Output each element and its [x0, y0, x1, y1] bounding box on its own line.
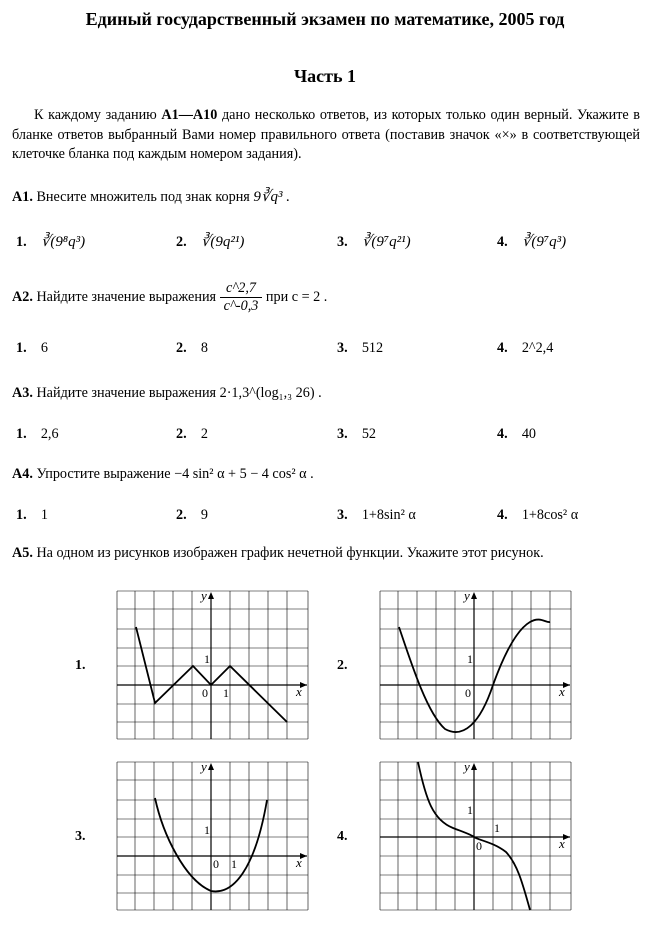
- unit-label: 1: [223, 686, 229, 700]
- answer-value: 1+8cos² α: [521, 507, 579, 523]
- answer-value: 2,6: [40, 426, 59, 442]
- answer-value: ∛(9⁸q³): [40, 234, 86, 250]
- fraction: [220, 280, 263, 315]
- answer-value: 40: [521, 426, 537, 442]
- origin-label: 0: [202, 686, 208, 700]
- answer-option[interactable]: [16, 340, 48, 357]
- answer-number: 4.: [497, 507, 508, 523]
- y-axis-label: y: [464, 760, 470, 774]
- x-axis-label: x: [296, 855, 302, 870]
- unit-label: 1: [467, 652, 473, 666]
- instructions: [12, 106, 640, 165]
- question-a4: [12, 466, 314, 483]
- answer-option[interactable]: [497, 426, 536, 443]
- graph-4: [378, 760, 573, 912]
- unit-label: 1: [204, 823, 210, 837]
- answer-option[interactable]: [337, 340, 383, 357]
- y-axis-label: y: [201, 760, 207, 774]
- answer-number: 3.: [337, 426, 348, 442]
- q-label: А1.: [12, 189, 33, 205]
- answer-option[interactable]: [16, 232, 85, 251]
- answer-option[interactable]: [176, 507, 208, 524]
- answer-value: 52: [361, 426, 377, 442]
- fraction-denominator: c^-0,3: [223, 298, 259, 314]
- graph-number[interactable]: 2.: [337, 658, 348, 673]
- arrowheads: [471, 763, 570, 840]
- origin-label: 0: [213, 857, 219, 871]
- answer-number: 1.: [16, 234, 27, 250]
- answer-option[interactable]: [337, 507, 416, 524]
- question-a3: [12, 385, 322, 402]
- q-text: Найдите значение выражения: [36, 288, 217, 305]
- y-axis-label: y: [464, 589, 470, 603]
- x-axis-label: x: [559, 836, 565, 851]
- answer-option[interactable]: [176, 340, 208, 357]
- fraction-numerator: c^2,7: [220, 280, 263, 298]
- graph-number[interactable]: 1.: [75, 658, 86, 673]
- answer-option[interactable]: [337, 232, 411, 251]
- q-text: Упростите выражение: [36, 466, 171, 482]
- q-expr: −4 sin² α + 5 − 4 cos² α .: [174, 466, 314, 482]
- graph-1: [115, 589, 310, 741]
- intro-bold: А1—А10: [161, 107, 218, 123]
- answer-value: 6: [40, 340, 48, 356]
- q-label: А3.: [12, 385, 33, 401]
- answer-value: 8: [200, 340, 208, 356]
- origin-label: 0: [476, 839, 482, 853]
- answer-number: 3.: [337, 507, 348, 523]
- answer-option[interactable]: [497, 507, 578, 524]
- answer-value: 2^2,4: [521, 340, 554, 356]
- axes: [380, 595, 570, 739]
- graph-number[interactable]: 4.: [337, 829, 348, 844]
- answer-value: 2: [200, 426, 208, 442]
- answer-number: 4.: [497, 426, 508, 442]
- answer-number: 1.: [16, 426, 27, 442]
- answer-number: 3.: [337, 234, 348, 250]
- answer-value: 1: [40, 507, 48, 523]
- answer-number: 2.: [176, 340, 187, 356]
- q-label: А2.: [12, 288, 33, 305]
- graph-3: [115, 760, 310, 912]
- answer-option[interactable]: [497, 340, 553, 357]
- answer-value: 512: [361, 340, 384, 356]
- answer-number: 2.: [176, 426, 187, 442]
- x-axis-label: x: [296, 684, 302, 699]
- answer-option[interactable]: [497, 232, 566, 251]
- answer-number: 4.: [497, 340, 508, 356]
- graph-number[interactable]: 3.: [75, 829, 86, 844]
- answer-option[interactable]: [176, 232, 244, 251]
- q-label: А5.: [12, 545, 33, 561]
- answer-number: 3.: [337, 340, 348, 356]
- origin-label: 0: [465, 686, 471, 700]
- page-title: Единый государственный экзамен по математике, 2005 год: [85, 9, 565, 29]
- answer-number: 1.: [16, 340, 27, 356]
- arrowheads: [208, 763, 307, 859]
- answer-number: 4.: [497, 234, 508, 250]
- question-a5: [12, 545, 544, 562]
- grid: [380, 591, 571, 739]
- answer-option[interactable]: [16, 426, 59, 443]
- unit-label: 1: [231, 857, 237, 871]
- answer-value: ∛(9⁷q²¹): [361, 234, 411, 250]
- answer-number: 2.: [176, 234, 187, 250]
- x-axis-label: x: [559, 684, 565, 699]
- y-axis-label: y: [201, 589, 207, 603]
- answer-number: 2.: [176, 507, 187, 523]
- graph-2: [378, 589, 573, 741]
- grid: [380, 762, 571, 910]
- unit-label: 1: [467, 803, 473, 817]
- q-text: На одном из рисунков изображен график нечетной функции. Укажите этот рисунок.: [36, 545, 544, 561]
- q-expr: 9∛q³ .: [253, 189, 290, 205]
- answer-value: 9: [200, 507, 208, 523]
- answer-value: ∛(9⁷q³): [521, 234, 567, 250]
- grid: [117, 762, 308, 910]
- q-text: Внесите множитель под знак корня: [36, 189, 250, 205]
- arrowheads: [471, 592, 570, 688]
- answer-value: 1+8sin² α: [361, 507, 416, 523]
- answer-option[interactable]: [337, 426, 376, 443]
- question-a1: [12, 187, 290, 206]
- answer-number: 1.: [16, 507, 27, 523]
- intro-text-2: дано несколько ответов, из которых только один верный. Укажите в бланке ответов выбранный Вами номер правильного ответа (поставив значок «×» в соответствующей клеточке бланка под каждым номером задания).: [12, 107, 640, 162]
- question-a2: [12, 280, 327, 315]
- q-condition: при c = 2 .: [265, 288, 328, 305]
- answer-option[interactable]: [176, 426, 208, 443]
- answer-value: ∛(9q²¹): [200, 234, 245, 250]
- part-heading: Часть 1: [293, 66, 357, 86]
- intro-text-1: К каждому заданию: [34, 107, 157, 123]
- q-label: А4.: [12, 466, 33, 482]
- unit-label: 1: [494, 821, 500, 835]
- q-expr: 2·1,3^(log₁,₃ 26) .: [219, 385, 322, 401]
- answer-option[interactable]: [16, 507, 48, 524]
- unit-label: 1: [204, 652, 210, 666]
- q-text: Найдите значение выражения: [36, 385, 217, 401]
- axes: [117, 766, 307, 910]
